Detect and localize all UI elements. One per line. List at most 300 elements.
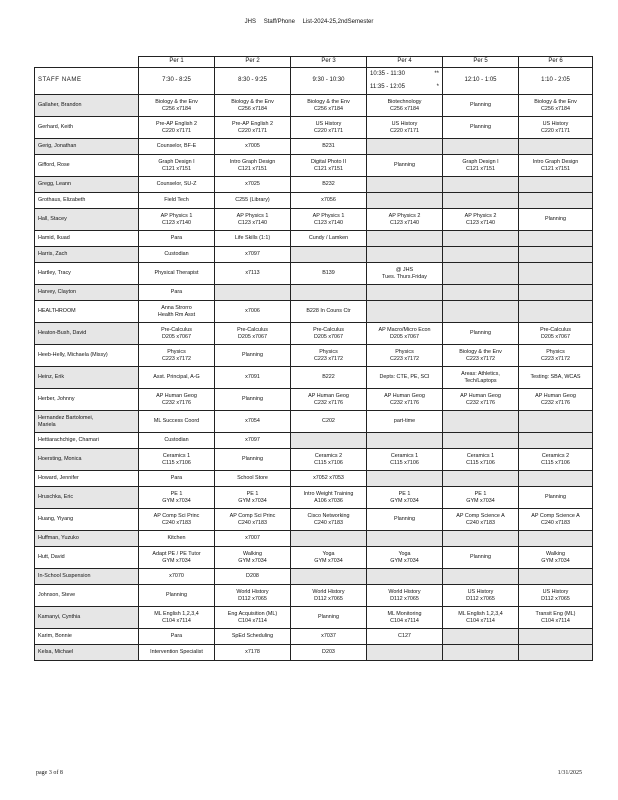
period-cell-6 bbox=[519, 139, 593, 155]
cell-line: ML Monitoring bbox=[387, 611, 422, 618]
cell-line: US History bbox=[542, 121, 569, 128]
cell-line: C223 x7172 bbox=[313, 355, 344, 362]
period-cell-5 bbox=[443, 547, 519, 569]
cell-line: Physics bbox=[395, 349, 414, 356]
cell-line: C121 x7151 bbox=[465, 165, 496, 172]
cell-line: D205 x7067 bbox=[161, 333, 192, 340]
cell-line: Planning bbox=[394, 516, 415, 523]
cell-line: x7007 bbox=[245, 535, 260, 542]
period-cell-5 bbox=[443, 155, 519, 177]
period-cell-1 bbox=[139, 263, 215, 285]
cell-line: C223 x7172 bbox=[389, 355, 420, 362]
period-cell-5 bbox=[443, 411, 519, 433]
staff-name-line: Mariela bbox=[38, 421, 56, 428]
staff-row bbox=[35, 411, 593, 433]
period-cell-6 bbox=[519, 509, 593, 531]
period-cell-4 bbox=[367, 449, 443, 471]
cell-line: Depts: CTE, PE, SCI bbox=[379, 374, 430, 381]
staff-row bbox=[35, 155, 593, 177]
cell-line: Planning bbox=[166, 592, 187, 599]
cell-line: Counselor, BF-E bbox=[156, 143, 197, 150]
period-cell-5 bbox=[443, 449, 519, 471]
cell-line: Life Skills (1:1) bbox=[234, 235, 271, 242]
staff-name-line: Harvey, Clayton bbox=[38, 289, 76, 296]
period-cell-3 bbox=[291, 531, 367, 547]
cell-line: Physics bbox=[546, 349, 565, 356]
period-cell-4 bbox=[367, 139, 443, 155]
period-cell-6 bbox=[519, 345, 593, 367]
cell-line: C127 bbox=[398, 633, 411, 640]
period-cell-4 bbox=[367, 155, 443, 177]
cell-line: C240 x7183 bbox=[465, 519, 496, 526]
period-cell-3 bbox=[291, 193, 367, 209]
cell-line: GYM x7034 bbox=[466, 497, 495, 504]
staff-row bbox=[35, 285, 593, 301]
period-cell-4 bbox=[367, 345, 443, 367]
cell-line: ML Success Coord bbox=[153, 418, 200, 425]
per4-time-second bbox=[369, 84, 440, 91]
period-cell-5 bbox=[443, 607, 519, 629]
staff-name-line: Howard, Jennifer bbox=[38, 475, 79, 482]
period-cell-2 bbox=[215, 263, 291, 285]
cell-line: Field Tech bbox=[164, 197, 189, 204]
period-cell-6 bbox=[519, 645, 593, 661]
staff-name bbox=[35, 323, 139, 345]
cell-line: Physics bbox=[319, 349, 338, 356]
cell-line: AP Physics 2 bbox=[464, 213, 497, 220]
period-cell-5 bbox=[443, 323, 519, 345]
cell-line: US History bbox=[391, 121, 418, 128]
period-cell-4 bbox=[367, 471, 443, 487]
period-cell-4 bbox=[367, 569, 443, 585]
cell-line: Pre-AP English 2 bbox=[232, 121, 273, 128]
cell-line: Intro Weight Training bbox=[303, 491, 354, 498]
period-cell-5 bbox=[443, 117, 519, 139]
cell-line: Eng Acquisition (ML) bbox=[227, 611, 278, 618]
per4-time-label: 11:35 - 12:05 bbox=[370, 83, 405, 90]
period-cell-6 bbox=[519, 231, 593, 247]
staff-row bbox=[35, 193, 593, 209]
period-header-1: Per 1 bbox=[139, 57, 215, 68]
period-time-5: 12:10 - 1:05 bbox=[443, 68, 519, 95]
staff-name bbox=[35, 95, 139, 117]
staff-row bbox=[35, 585, 593, 607]
cell-line: Planning bbox=[242, 396, 263, 403]
period-cell-5 bbox=[443, 569, 519, 585]
period-cell-4 bbox=[367, 263, 443, 285]
staff-row bbox=[35, 509, 593, 531]
per4-mark: ** bbox=[434, 71, 439, 78]
staff-name bbox=[35, 531, 139, 547]
staff-name-line: Karim, Bonnie bbox=[38, 633, 72, 640]
period-cell-6 bbox=[519, 487, 593, 509]
period-cell-5 bbox=[443, 139, 519, 155]
cell-line: x7097 bbox=[245, 251, 260, 258]
cell-line: x7113 bbox=[245, 270, 260, 277]
cell-line: Pre-Calculus bbox=[313, 327, 344, 334]
cell-line: D112 x7065 bbox=[541, 595, 570, 602]
cell-line: Ceramics 2 bbox=[314, 453, 343, 460]
period-cell-4 bbox=[367, 487, 443, 509]
cell-line: Biology & the Env bbox=[155, 99, 198, 106]
period-header-5: Per 5 bbox=[443, 57, 519, 68]
cell-line: C255 (Library) bbox=[235, 197, 270, 204]
staff-name-line: Hartley, Tracy bbox=[38, 270, 71, 277]
staff-row bbox=[35, 433, 593, 449]
staff-name bbox=[35, 509, 139, 531]
staff-row bbox=[35, 139, 593, 155]
period-cell-1 bbox=[139, 531, 215, 547]
cell-line: Health Rm Asst bbox=[157, 311, 196, 318]
period-cell-2 bbox=[215, 569, 291, 585]
staff-name bbox=[35, 301, 139, 323]
cell-line: C220 x7171 bbox=[237, 127, 268, 134]
period-cell-1 bbox=[139, 367, 215, 389]
cell-line: Ceramics 2 bbox=[541, 453, 570, 460]
cell-line: D203 bbox=[322, 649, 335, 656]
period-cell-1 bbox=[139, 193, 215, 209]
period-cell-1 bbox=[139, 177, 215, 193]
staff-name-line: Hettiarachchige, Chamari bbox=[38, 437, 99, 444]
cell-line: AP Physics 1 bbox=[312, 213, 345, 220]
staff-name-header: STAFF NAME bbox=[35, 68, 139, 95]
cell-line: GYM x7034 bbox=[541, 557, 570, 564]
cell-line: C123 x7140 bbox=[237, 219, 268, 226]
period-cell-1 bbox=[139, 433, 215, 449]
period-cell-5 bbox=[443, 471, 519, 487]
period-cell-2 bbox=[215, 509, 291, 531]
period-header-2: Per 2 bbox=[215, 57, 291, 68]
period-cell-3 bbox=[291, 509, 367, 531]
cell-line: Para bbox=[170, 289, 183, 296]
period-cell-1 bbox=[139, 95, 215, 117]
period-cell-5 bbox=[443, 367, 519, 389]
cell-line: Digital Photo II bbox=[310, 159, 347, 166]
period-cell-5 bbox=[443, 285, 519, 301]
period-cell-4 bbox=[367, 95, 443, 117]
period-cell-2 bbox=[215, 177, 291, 193]
staff-row bbox=[35, 487, 593, 509]
cell-line: Graph Design I bbox=[462, 159, 499, 166]
cell-line: Planning bbox=[545, 216, 566, 223]
period-cell-3 bbox=[291, 301, 367, 323]
period-cell-3 bbox=[291, 247, 367, 263]
period-cell-6 bbox=[519, 155, 593, 177]
period-cell-4 bbox=[367, 389, 443, 411]
cell-line: C232 x7176 bbox=[161, 399, 192, 406]
period-cell-2 bbox=[215, 247, 291, 263]
cell-line: Biology & the Env bbox=[307, 99, 350, 106]
staff-row bbox=[35, 117, 593, 139]
period-time-1: 7:30 - 8:25 bbox=[139, 68, 215, 95]
period-cell-5 bbox=[443, 389, 519, 411]
cell-line: Adapt PE / PE Tutor bbox=[152, 551, 201, 558]
period-cell-2 bbox=[215, 209, 291, 231]
cell-line: x7178 bbox=[245, 649, 260, 656]
cell-line: x7054 bbox=[245, 418, 260, 425]
cell-line: World History bbox=[388, 589, 421, 596]
cell-line: x7091 bbox=[245, 374, 260, 381]
cell-line: Pre-Calculus bbox=[237, 327, 268, 334]
cell-line: Pre-Calculus bbox=[161, 327, 192, 334]
cell-line: Planning bbox=[470, 554, 491, 561]
cell-line: x7056 bbox=[321, 197, 336, 204]
staff-row bbox=[35, 367, 593, 389]
period-cell-3 bbox=[291, 177, 367, 193]
period-cell-4 bbox=[367, 629, 443, 645]
staff-name-line: Hoersting, Monica bbox=[38, 456, 82, 463]
period-cell-2 bbox=[215, 139, 291, 155]
period-cell-6 bbox=[519, 433, 593, 449]
cell-line: GYM x7034 bbox=[314, 557, 343, 564]
period-cell-6 bbox=[519, 117, 593, 139]
cell-line: GYM x7034 bbox=[390, 497, 419, 504]
staff-name-line: Gerig, Jonathan bbox=[38, 143, 77, 150]
period-cell-2 bbox=[215, 547, 291, 569]
staff-name-line: Gerhard, Keith bbox=[38, 124, 74, 131]
cell-line: C256 x7184 bbox=[389, 105, 420, 112]
staff-row bbox=[35, 177, 593, 193]
staff-name bbox=[35, 585, 139, 607]
cell-line: SpEd Scheduling bbox=[231, 633, 274, 640]
cell-line: PE 1 bbox=[398, 491, 411, 498]
cell-line: C232 x7176 bbox=[465, 399, 496, 406]
period-cell-6 bbox=[519, 585, 593, 607]
period-cell-3 bbox=[291, 231, 367, 247]
staff-name-line: Johnson, Steve bbox=[38, 592, 76, 599]
period-cell-1 bbox=[139, 389, 215, 411]
period-cell-3 bbox=[291, 433, 367, 449]
cell-line: Para bbox=[170, 633, 183, 640]
cell-line: x7037 bbox=[321, 633, 336, 640]
period-cell-2 bbox=[215, 607, 291, 629]
staff-name-line: Heeb-Helly, Michaela (Missy) bbox=[38, 352, 108, 359]
cell-line: C115 x7106 bbox=[314, 459, 343, 466]
period-cell-2 bbox=[215, 323, 291, 345]
cell-line: Ceramics 1 bbox=[390, 453, 419, 460]
period-cell-4 bbox=[367, 645, 443, 661]
period-cell-3 bbox=[291, 367, 367, 389]
period-cell-4 bbox=[367, 367, 443, 389]
cell-line: D112 x7065 bbox=[466, 595, 495, 602]
cell-line: AP Human Geog bbox=[460, 393, 501, 400]
cell-line: C256 x7184 bbox=[313, 105, 344, 112]
period-cell-2 bbox=[215, 95, 291, 117]
period-cell-5 bbox=[443, 247, 519, 263]
staff-name bbox=[35, 231, 139, 247]
period-time-2: 8:30 - 9:25 bbox=[215, 68, 291, 95]
staff-name bbox=[35, 247, 139, 263]
period-cell-3 bbox=[291, 285, 367, 301]
period-cell-3 bbox=[291, 471, 367, 487]
cell-line: Tues. Thurs.Friday bbox=[382, 273, 427, 280]
staff-row bbox=[35, 547, 593, 569]
cell-line: C123 x7140 bbox=[389, 219, 420, 226]
cell-line: C256 x7184 bbox=[540, 105, 571, 112]
period-cell-6 bbox=[519, 389, 593, 411]
period-cell-1 bbox=[139, 607, 215, 629]
cell-line: US History bbox=[315, 121, 342, 128]
period-cell-2 bbox=[215, 585, 291, 607]
cell-line: Walking bbox=[546, 551, 565, 558]
period-cell-4 bbox=[367, 193, 443, 209]
staff-name bbox=[35, 263, 139, 285]
period-cell-6 bbox=[519, 607, 593, 629]
cell-line: Testing: SBA, WCAS bbox=[530, 374, 581, 381]
period-cell-4 bbox=[367, 209, 443, 231]
cell-line: part-time bbox=[393, 418, 416, 425]
period-cell-6 bbox=[519, 629, 593, 645]
period-cell-3 bbox=[291, 569, 367, 585]
period-cell-2 bbox=[215, 345, 291, 367]
cell-line: GYM x7034 bbox=[238, 557, 267, 564]
period-cell-6 bbox=[519, 367, 593, 389]
cell-line: Planning bbox=[470, 330, 491, 337]
cell-line: C121 x7151 bbox=[161, 165, 192, 172]
cell-line: C220 x7171 bbox=[389, 127, 420, 134]
period-cell-3 bbox=[291, 323, 367, 345]
cell-line: Cundy / Lamken bbox=[308, 235, 349, 242]
staff-name bbox=[35, 285, 139, 301]
staff-row bbox=[35, 323, 593, 345]
cell-line: PE 1 bbox=[170, 491, 183, 498]
period-cell-2 bbox=[215, 285, 291, 301]
cell-line: AP Human Geog bbox=[535, 393, 576, 400]
cell-line: D205 x7067 bbox=[540, 333, 571, 340]
cell-line: Custodian bbox=[164, 251, 189, 258]
period-cell-2 bbox=[215, 367, 291, 389]
period-cell-2 bbox=[215, 471, 291, 487]
period-cell-1 bbox=[139, 509, 215, 531]
cell-line: C232 x7176 bbox=[313, 399, 344, 406]
cell-line: C223 x7172 bbox=[161, 355, 192, 362]
staff-name bbox=[35, 607, 139, 629]
period-cell-4 bbox=[367, 411, 443, 433]
period-cell-6 bbox=[519, 471, 593, 487]
cell-line: D112 x7065 bbox=[390, 595, 419, 602]
cell-line: C123 x7140 bbox=[465, 219, 496, 226]
staff-name-line: Huang, Yiyang bbox=[38, 516, 74, 523]
cell-line: Para bbox=[170, 475, 183, 482]
staff-name bbox=[35, 117, 139, 139]
cell-line: Tech/Laptops bbox=[464, 377, 497, 384]
cell-line: AP Comp Sci Princ bbox=[229, 513, 276, 520]
staff-name bbox=[35, 471, 139, 487]
cell-line: ML English 1,2,3,4 bbox=[154, 611, 199, 618]
period-cell-6 bbox=[519, 193, 593, 209]
staff-row bbox=[35, 471, 593, 487]
cell-line: PE 1 bbox=[246, 491, 259, 498]
period-cell-3 bbox=[291, 411, 367, 433]
staff-row bbox=[35, 531, 593, 547]
staff-name bbox=[35, 345, 139, 367]
cell-line: PE 1 bbox=[474, 491, 487, 498]
period-cell-6 bbox=[519, 547, 593, 569]
staff-schedule-table bbox=[34, 56, 593, 661]
cell-line: D112 x7065 bbox=[314, 595, 343, 602]
cell-line: C202 bbox=[322, 418, 335, 425]
period-cell-1 bbox=[139, 345, 215, 367]
staff-name-line: Huffman, Yuzuko bbox=[38, 535, 79, 542]
period-cell-6 bbox=[519, 569, 593, 585]
cell-line: x7005 bbox=[245, 143, 260, 150]
cell-line: C115 x7106 bbox=[541, 459, 570, 466]
staff-name bbox=[35, 411, 139, 433]
cell-line: World History bbox=[312, 589, 345, 596]
cell-line: C223 x7172 bbox=[465, 355, 496, 362]
cell-line: C104 x7114 bbox=[162, 617, 191, 624]
staff-row bbox=[35, 645, 593, 661]
period-cell-6 bbox=[519, 285, 593, 301]
cell-line: x7006 bbox=[245, 308, 260, 315]
period-cell-1 bbox=[139, 585, 215, 607]
period-cell-5 bbox=[443, 487, 519, 509]
period-cell-3 bbox=[291, 209, 367, 231]
cell-line: AP Physics 2 bbox=[388, 213, 421, 220]
period-cell-2 bbox=[215, 487, 291, 509]
staff-name bbox=[35, 193, 139, 209]
staff-name-line: Gifford, Rose bbox=[38, 162, 70, 169]
cell-line: Biotechnology bbox=[387, 99, 422, 106]
cell-line: Para bbox=[170, 235, 183, 242]
staff-name-line: Hutt, David bbox=[38, 554, 65, 561]
staff-name-line: Hamid, Ikuad bbox=[38, 235, 70, 242]
period-cell-1 bbox=[139, 231, 215, 247]
period-cell-3 bbox=[291, 645, 367, 661]
cell-line: C240 x7183 bbox=[237, 519, 268, 526]
cell-line: AP Comp Science A bbox=[456, 513, 505, 520]
period-cell-2 bbox=[215, 117, 291, 139]
period-cell-1 bbox=[139, 139, 215, 155]
period-cell-6 bbox=[519, 411, 593, 433]
period-cell-2 bbox=[215, 629, 291, 645]
period-cell-4 bbox=[367, 585, 443, 607]
cell-line: Pre-AP English 2 bbox=[156, 121, 197, 128]
cell-line: Planning bbox=[242, 456, 263, 463]
staff-name bbox=[35, 389, 139, 411]
period-cell-5 bbox=[443, 345, 519, 367]
cell-line: C121 x7151 bbox=[237, 165, 268, 172]
period-cell-3 bbox=[291, 547, 367, 569]
period-cell-5 bbox=[443, 301, 519, 323]
cell-line: D205 x7067 bbox=[237, 333, 268, 340]
cell-line: Pre-Calculus bbox=[540, 327, 571, 334]
period-cell-1 bbox=[139, 411, 215, 433]
cell-line: Intro Graph Design bbox=[229, 159, 276, 166]
period-cell-6 bbox=[519, 263, 593, 285]
cell-line: Planning bbox=[470, 102, 491, 109]
period-cell-5 bbox=[443, 645, 519, 661]
staff-name-line: Harris, Zach bbox=[38, 251, 68, 258]
cell-line: B232 bbox=[322, 181, 335, 188]
cell-line: C223 x7172 bbox=[540, 355, 571, 362]
cell-line: C104 x7114 bbox=[466, 617, 495, 624]
cell-line: World History bbox=[236, 589, 269, 596]
staff-name bbox=[35, 547, 139, 569]
staff-name bbox=[35, 449, 139, 471]
cell-line: AP Human Geog bbox=[156, 393, 197, 400]
cell-line: D112 x7065 bbox=[238, 595, 267, 602]
period-cell-3 bbox=[291, 487, 367, 509]
period-cell-5 bbox=[443, 193, 519, 209]
cell-line: C115 x7106 bbox=[162, 459, 191, 466]
cell-line: Transit Eng (ML) bbox=[535, 611, 576, 618]
staff-name-line: Herber, Johnny bbox=[38, 396, 75, 403]
per4-time-first bbox=[369, 71, 440, 78]
period-cell-3 bbox=[291, 95, 367, 117]
period-cell-3 bbox=[291, 117, 367, 139]
cell-line: C220 x7171 bbox=[313, 127, 344, 134]
